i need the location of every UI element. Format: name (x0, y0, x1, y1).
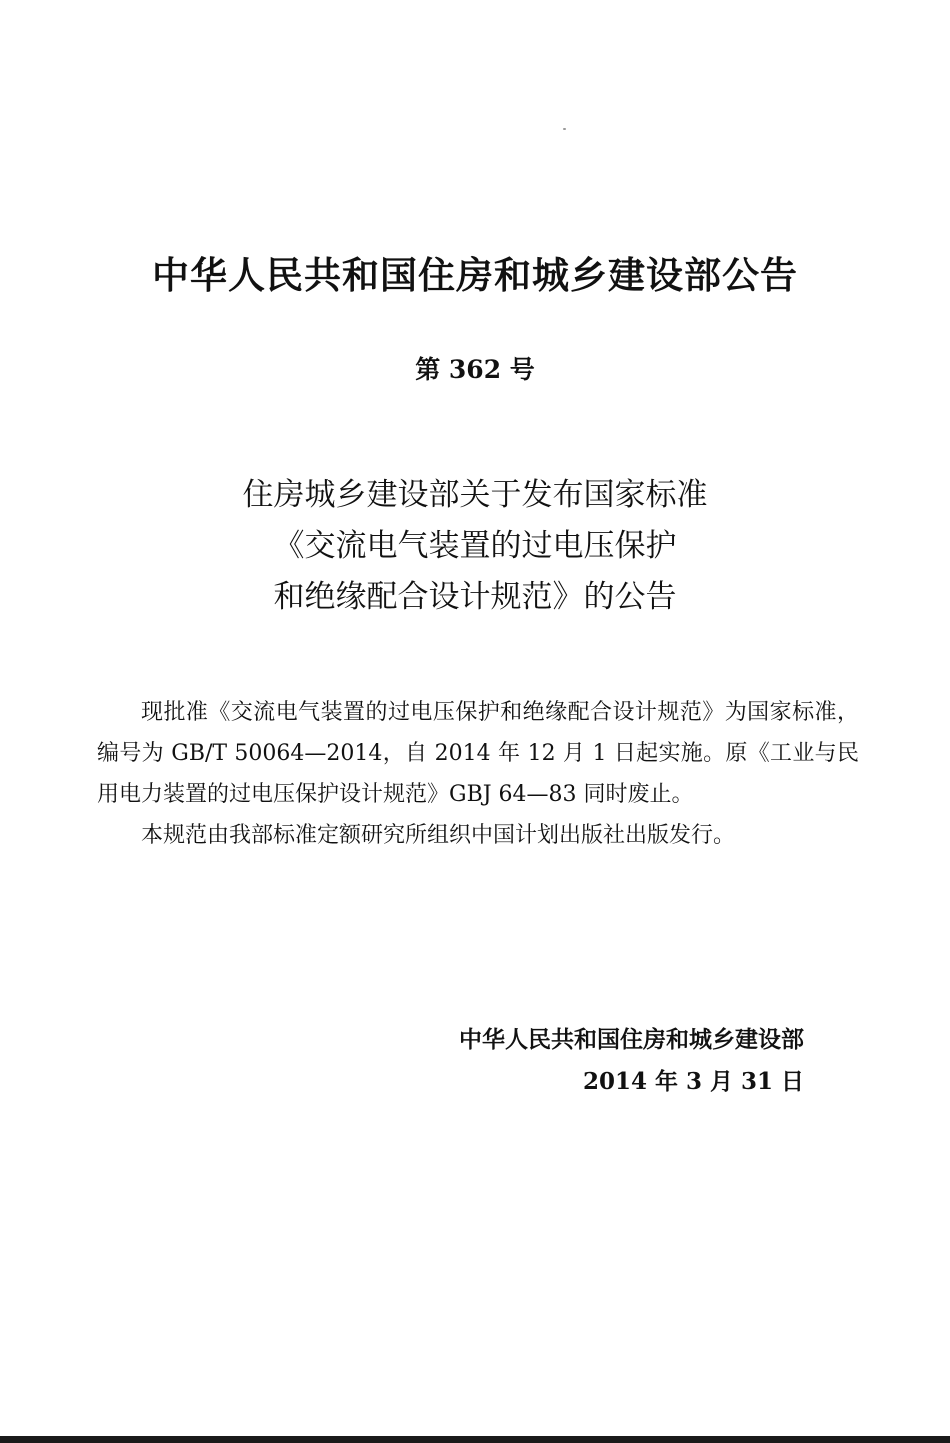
body-paragraph: 现批准《交流电气装置的过电压保护和绝缘配合设计规范》为国家标准，编号为 GB/T 50064—2014，自 2014 年 12 月 1 日起实施。原《工业与民用电力装置的过电压保护设计规范》GBJ 64—83 同时废止。 (97, 700, 859, 807)
scan-bottom-edge (0, 1436, 950, 1443)
signature-block (459, 1020, 804, 1102)
announcement-authority-title: 中华人民共和国住房和城乡建设部公告 (152, 254, 798, 297)
body-paragraph: 本规范由我部标准定额研究所组织中国计划出版社出版发行。 (141, 823, 736, 848)
scan-speck (563, 128, 566, 130)
heading-line: 《交流电气装置的过电压保护 (273, 528, 677, 564)
issuer-name: 中华人民共和国住房和城乡建设部 (459, 1027, 804, 1053)
announcement-number: 第 362 号 (415, 355, 535, 384)
announcement-body (97, 692, 859, 856)
announcement-heading (0, 470, 950, 623)
heading-line: 住房城乡建设部关于发布国家标准 (242, 477, 708, 513)
issue-date: 2014 年 3 月 31 日 (582, 1068, 804, 1095)
heading-line: 和绝缘配合设计规范》的公告 (273, 579, 677, 615)
